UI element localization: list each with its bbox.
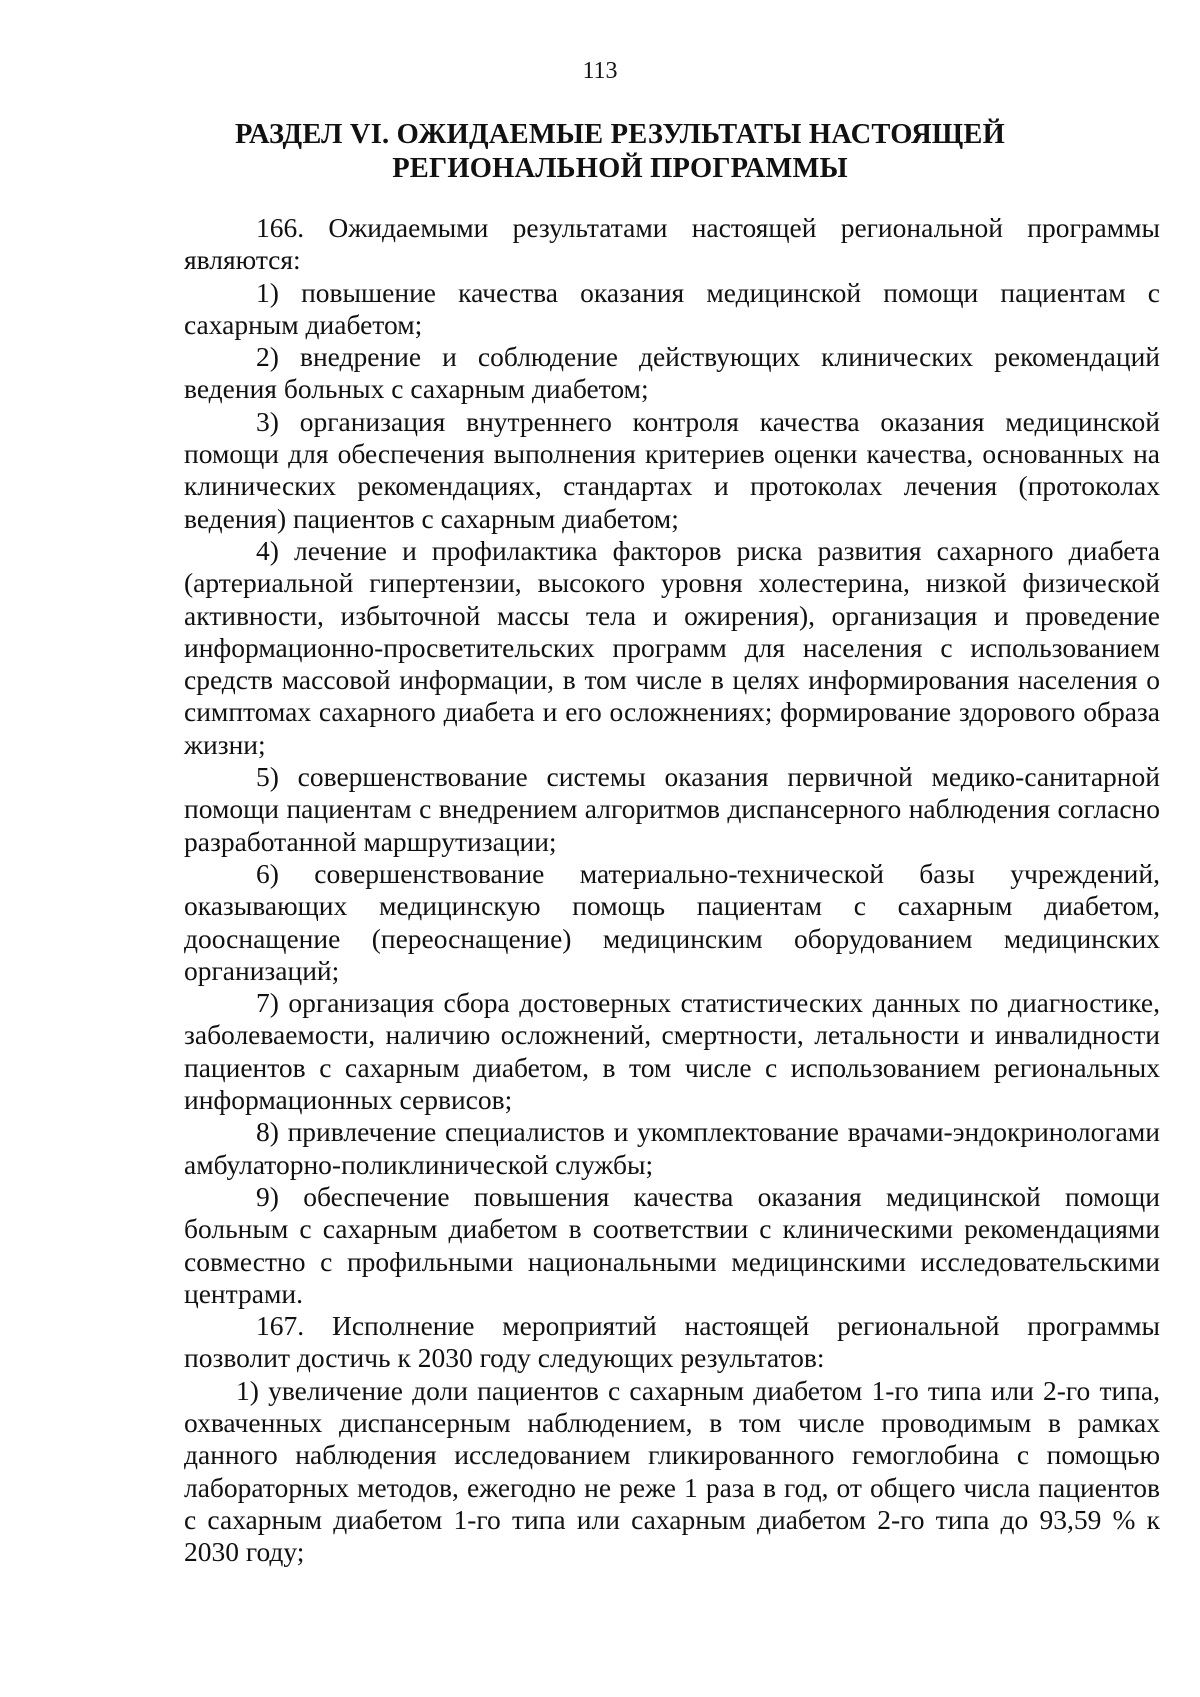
section-title-line-2: РЕГИОНАЛЬНОЙ ПРОГРАММЫ bbox=[392, 153, 848, 184]
document-body bbox=[184, 212, 1160, 1568]
list-item-166-7: 7) организация сбора достоверных статистических данных по диагностике, заболеваемости, наличию осложнений, смертности, летальности и инвалидности пациентов с сахарным диабетом, в том числе с использованием региональных информационных сервисов; bbox=[184, 987, 1160, 1116]
section-title-line-1: РАЗДЕЛ VI. ОЖИДАЕМЫЕ РЕЗУЛЬТАТЫ НАСТОЯЩЕЙ bbox=[234, 119, 1006, 150]
list-item-167-1: 1) увеличение доли пациентов с сахарным диабетом 1-го типа или 2-го типа, охваченных диспансерным наблюдением, в том числе проводимым в рамках данного наблюдения исследованием гликированного гемоглобина с помощью лабораторных методов, ежегодно не реже 1 раза в год, от общего числа пациентов с сахарным диабетом 1-го типа или сахарным диабетом 2-го типа до 93,59 % к 2030 году; bbox=[184, 1374, 1160, 1568]
page-number: 113 bbox=[582, 58, 618, 84]
list-item-166-1: 1) повышение качества оказания медицинской помощи пациентам с сахарным диабетом; bbox=[184, 276, 1160, 340]
list-item-166-8: 8) привлечение специалистов и укомплектование врачами-эндокринологами амбулаторно-поликлинической службы; bbox=[184, 1116, 1160, 1180]
paragraph-167: 167. Исполнение мероприятий настоящей региональной программы позволит достичь к 2030 году следующих результатов: bbox=[184, 1310, 1160, 1374]
list-item-166-4: 4) лечение и профилактика факторов риска развития сахарного диабета (артериальной гипертензии, высокого уровня холестерина, низкой физической активности, избыточной массы тела и ожирения), организация и проведение информационно-просветительских программ для населения с использованием средств массовой информации, в том числе в целях информирования населения о симптомах сахарного диабета и его осложнениях; формирование здорового образа жизни; bbox=[184, 534, 1160, 760]
list-item-166-5: 5) совершенствование системы оказания первичной медико-санитарной помощи пациентам с внедрением алгоритмов диспансерного наблюдения согласно разработанной маршрутизации; bbox=[184, 761, 1160, 857]
list-item-166-6: 6) совершенствование материально-технической базы учреждений, оказывающих медицинскую помощь пациентам с сахарным диабетом, дооснащение (переоснащение) медицинским оборудованием медицинских организаций; bbox=[184, 857, 1160, 986]
list-item-166-2: 2) внедрение и соблюдение действующих клинических рекомендаций ведения больных с сахарным диабетом; bbox=[184, 341, 1160, 405]
paragraph-166: 166. Ожидаемыми результатами настоящей региональной программы являются: bbox=[184, 212, 1160, 276]
list-item-166-3: 3) организация внутреннего контроля качества оказания медицинской помощи для обеспечения выполнения критериев оценки качества, основанных на клинических рекомендациях, стандартах и протоколах лечения (протоколах ведения) пациентов с сахарным диабетом; bbox=[184, 405, 1160, 534]
section-title bbox=[180, 118, 1060, 186]
list-item-166-9: 9) обеспечение повышения качества оказания медицинской помощи больным с сахарным диабетом в соответствии с клиническими рекомендациями совместно с профильными национальными медицинскими исследовательскими центрами. bbox=[184, 1180, 1160, 1309]
